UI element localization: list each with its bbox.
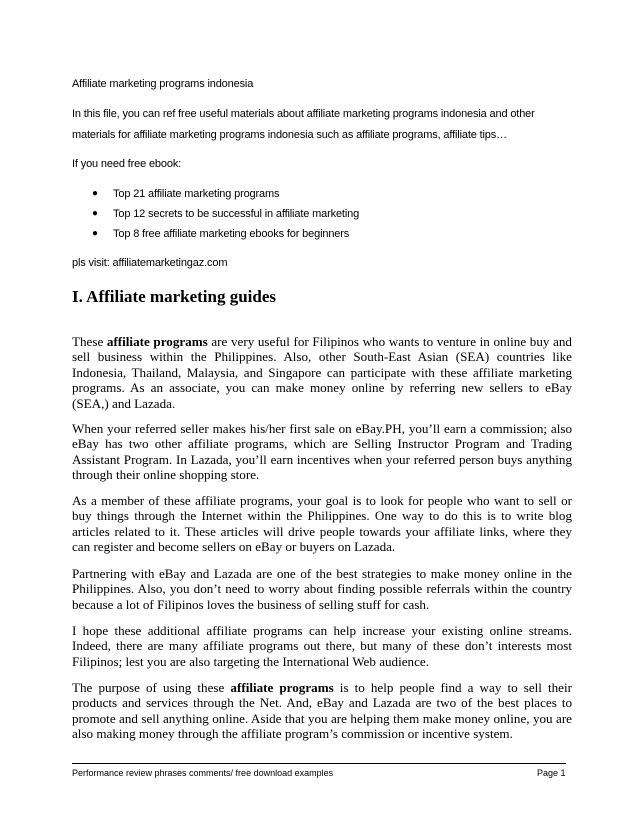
paragraph-6: The purpose of using these affiliate programs is to help people find a way to sell their products and services through the Net. And, eBay and Lazada are two of the best places to promote and sell anything online. Aside that you are helping them make money online, you are also making money through the affiliate program’s commission or incentive system.: [72, 680, 572, 742]
list-item: Top 12 secrets to be successful in affiliate marketing: [113, 208, 360, 220]
list-item: Top 21 affiliate marketing programs: [113, 188, 280, 200]
section-heading: I. Affiliate marketing guides: [72, 287, 276, 306]
bullet-icon: ●: [92, 188, 99, 199]
document-title-line: Affiliate marketing programs indonesia: [72, 78, 254, 90]
footer-text: Performance review phrases comments/ free download examples: [72, 768, 334, 778]
ebook-prompt: If you need free ebook:: [72, 158, 182, 170]
intro-line-1: In this file, you can ref free useful materials about affiliate marketing programs indonesia and other: [72, 108, 535, 120]
bold-keyword: affiliate programs: [230, 680, 334, 695]
visit-link-line: pls visit: affiliatemarketingaz.com: [72, 257, 228, 269]
paragraph-5: I hope these additional affiliate programs can help increase your existing online streams. Indeed, there are many affiliate programs out there, but many of these don’t interests most Filipinos; lest you are also targeting the International Web audience.: [72, 623, 572, 669]
footer-divider: [72, 763, 566, 764]
page-number: Page 1: [537, 768, 566, 778]
intro-line-2: materials for affiliate marketing programs indonesia such as affiliate programs, affiliate tips…: [72, 129, 507, 141]
paragraph-2: When your referred seller makes his/her first sale on eBay.PH, you’ll earn a commission; also eBay has two other affiliate programs, which are Selling Instructor Program and Trading Assistant Program. In Lazada, you’ll earn incentives when your referred person buys anything through their online shopping store.: [72, 421, 572, 483]
paragraph-4: Partnering with eBay and Lazada are one of the best strategies to make money online in the Philippines. Also, you don’t need to worry about finding possible referrals within the country because a lot of Filipinos loves the business of selling stuff for cash.: [72, 566, 572, 612]
bullet-icon: ●: [92, 208, 99, 219]
paragraph-1: These affiliate programs are very useful for Filipinos who wants to venture in online buy and sell business within the Philippines. Also, other South-East Asian (SEA) countries like Indonesia, Thailand, Malaysia, and Singapore can participate with these affiliate marketing programs. As an associate, you can make money online by referring new sellers to eBay (SEA,) and Lazada.: [72, 334, 572, 411]
list-item: Top 8 free affiliate marketing ebooks for beginners: [113, 228, 350, 240]
bullet-icon: ●: [92, 228, 99, 239]
paragraph-3: As a member of these affiliate programs, your goal is to look for people who want to sell or buy things through the Internet within the Philippines. One way to do this is to write blog articles related to it. These articles will drive people towards your affiliate links, where they can register and become sellers on eBay or buyers on Lazada.: [72, 493, 572, 555]
bold-keyword: affiliate programs: [106, 334, 208, 349]
